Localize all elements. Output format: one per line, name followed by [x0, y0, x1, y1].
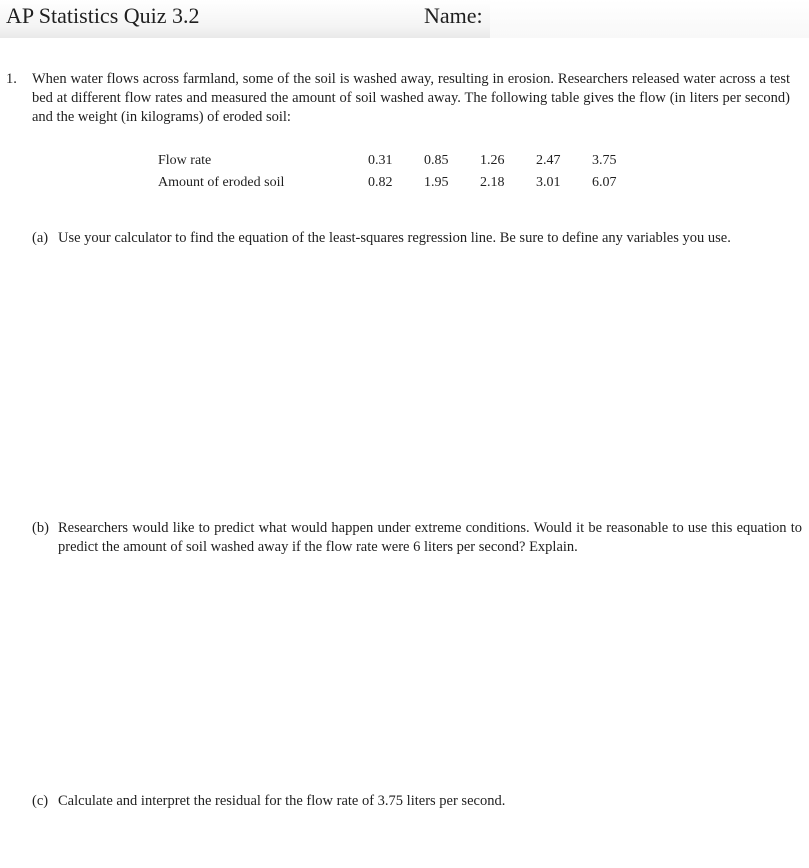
- table-row: [158, 150, 648, 172]
- data-table: [158, 150, 648, 194]
- table-row: [158, 172, 648, 194]
- table-cell: 0.85: [424, 153, 449, 168]
- table-cell: 2.47: [536, 153, 561, 168]
- part-a-label: (a): [32, 230, 49, 246]
- table-cell: 1.26: [480, 153, 505, 168]
- part-a-text: Use your calculator to find the equation of the least-squares regression line. Be sure to define any variables you use.: [58, 230, 731, 246]
- part-c-text: Calculate and interpret the residual for the flow rate of 3.75 liters per second.: [58, 793, 506, 809]
- name-label: Name:: [424, 3, 483, 28]
- table-cell: 1.95: [424, 175, 449, 190]
- table-cell: 0.82: [368, 175, 393, 190]
- row-label-eroded-soil: Amount of eroded soil: [158, 175, 285, 190]
- table-cell: 3.75: [592, 153, 617, 168]
- question-text: When water flows across farmland, some of the soil is washed away, resulting in erosion. Researchers released water across a test bed at different flow rates and measured the amount of soil washed away. The following table gives the flow (in liters per second) and the weight (in kilograms) of eroded soil:: [32, 71, 790, 125]
- table-cell: 0.31: [368, 153, 393, 168]
- table-cell: 2.18: [480, 175, 505, 190]
- table-cell: 3.01: [536, 175, 561, 190]
- question-number: 1.: [6, 71, 17, 87]
- quiz-title: AP Statistics Quiz 3.2: [6, 3, 200, 28]
- part-c: [32, 792, 772, 812]
- part-b: [32, 519, 802, 559]
- row-label-flow-rate: Flow rate: [158, 153, 212, 168]
- table-cell: 6.07: [592, 175, 617, 190]
- part-b-text: Researchers would like to predict what would happen under extreme conditions. Would it be reasonable to use this equation to predict the amount of soil washed away if the flow rate were 6 liters per second? Explain.: [58, 520, 802, 555]
- part-c-label: (c): [32, 793, 49, 809]
- part-a: [32, 229, 782, 269]
- part-b-label: (b): [32, 520, 49, 536]
- header-band-right: [490, 0, 809, 38]
